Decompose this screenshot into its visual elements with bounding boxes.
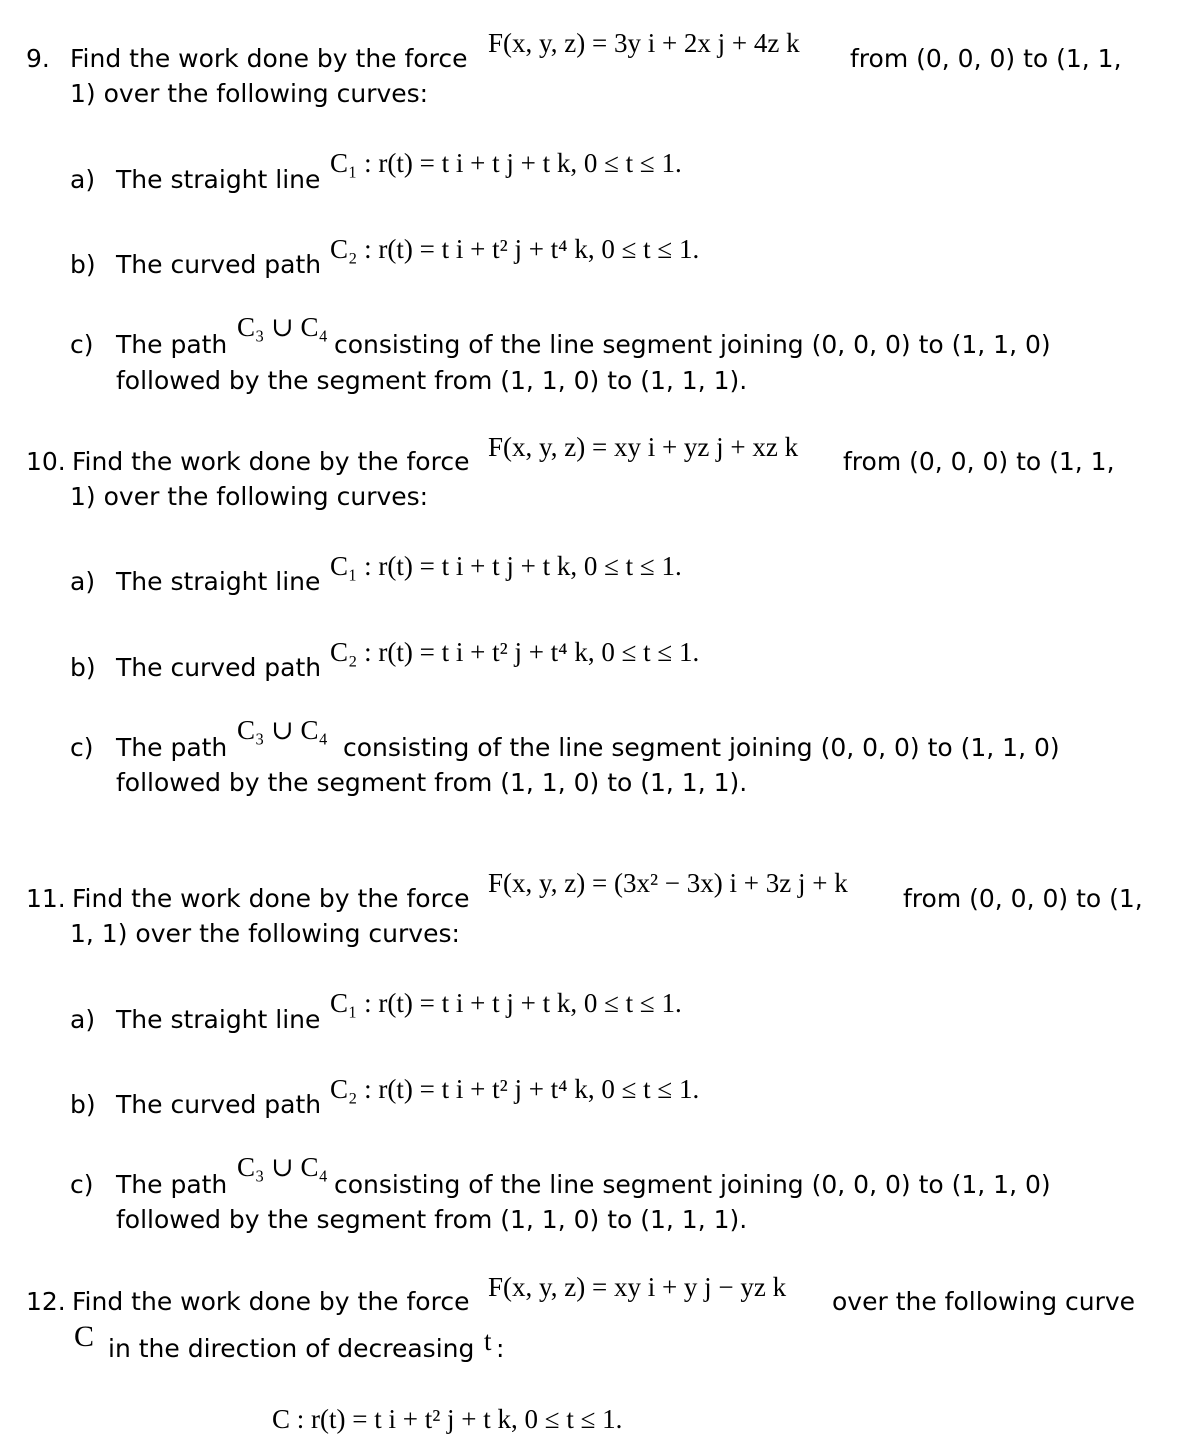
problem-tail: from (0, 0, 0) to (1,: [903, 884, 1143, 913]
problem-9-line1: [26, 44, 467, 74]
problem-intro: Find the work done by the force: [72, 447, 470, 476]
curve-variable: C: [74, 1320, 95, 1353]
problem-12-line1: [26, 1287, 469, 1317]
part-c-tail: consisting of the line segment joining (0, 0, 0) to (1, 1, 0): [343, 733, 1060, 762]
part-c-tail: consisting of the line segment joining (0, 0, 0) to (1, 1, 0): [334, 1170, 1051, 1199]
force-equation: F(x, y, z) = 3y i + 2x j + 4z k: [488, 28, 800, 58]
part-label: c): [70, 330, 94, 359]
part-c: [70, 330, 227, 360]
part-b: [70, 250, 321, 280]
part-label: a): [70, 1005, 96, 1034]
force-equation: F(x, y, z) = xy i + y j − yz k: [488, 1272, 787, 1302]
problem-line2: 1) over the following curves:: [70, 482, 429, 511]
part-a: [70, 1005, 320, 1035]
colon: :: [496, 1334, 505, 1363]
part-label: c): [70, 733, 94, 762]
part-a: [70, 165, 320, 195]
curve-equation: C₁ : r(t) = t i + t j + t k, 0 ≤ t ≤ 1.: [330, 148, 682, 178]
path-union: C₃ ∪ C₄: [237, 1152, 328, 1182]
problem-11-line1: [26, 884, 469, 914]
force-equation: F(x, y, z) = (3x² − 3x) i + 3z j + k: [488, 868, 848, 898]
curve-equation: C₂ : r(t) = t i + t² j + t⁴ k, 0 ≤ t ≤ 1.: [330, 637, 700, 667]
part-c: [70, 733, 227, 763]
problem-intro: Find the work done by the force: [72, 1287, 470, 1316]
curve-equation: C₁ : r(t) = t i + t j + t k, 0 ≤ t ≤ 1.: [330, 551, 682, 581]
part-text: The path: [116, 733, 228, 762]
problem-intro: Find the work done by the force: [70, 44, 468, 73]
curve-equation: C₁ : r(t) = t i + t j + t k, 0 ≤ t ≤ 1.: [330, 988, 682, 1018]
part-label: a): [70, 567, 96, 596]
part-c-tail: consisting of the line segment joining (0, 0, 0) to (1, 1, 0): [334, 330, 1051, 359]
problem-line2: 1, 1) over the following curves:: [70, 919, 460, 948]
parameter-variable: t: [484, 1326, 492, 1356]
part-c: [70, 1170, 227, 1200]
part-label: b): [70, 250, 96, 279]
part-text: The straight line: [116, 567, 321, 596]
part-label: c): [70, 1170, 94, 1199]
problem-tail: from (0, 0, 0) to (1, 1,: [843, 447, 1115, 476]
path-union: C₃ ∪ C₄: [237, 312, 328, 342]
part-a: [70, 567, 320, 597]
part-text: The curved path: [116, 250, 322, 279]
path-union: C₃ ∪ C₄: [237, 715, 328, 745]
problem-number: 9.: [26, 44, 50, 73]
part-text: The curved path: [116, 1090, 322, 1119]
problem-number: 12.: [26, 1287, 66, 1316]
part-c-line2: followed by the segment from (1, 1, 0) to (1, 1, 1).: [116, 768, 748, 797]
problem-tail: from (0, 0, 0) to (1, 1,: [850, 44, 1122, 73]
force-equation: F(x, y, z) = xy i + yz j + xz k: [488, 432, 799, 462]
curve-equation: C : r(t) = t i + t² j + t k, 0 ≤ t ≤ 1.: [272, 1404, 623, 1434]
problem-number: 10.: [26, 447, 66, 476]
part-text: The straight line: [116, 165, 321, 194]
problem-tail: over the following curve: [832, 1287, 1136, 1316]
problem-10-line1: [26, 447, 469, 477]
curve-equation: C₂ : r(t) = t i + t² j + t⁴ k, 0 ≤ t ≤ 1.: [330, 1074, 700, 1104]
part-b: [70, 653, 321, 683]
part-label: b): [70, 1090, 96, 1119]
part-text: The path: [116, 330, 228, 359]
part-text: The path: [116, 1170, 228, 1199]
problem-line2: 1) over the following curves:: [70, 79, 429, 108]
part-c-line2: followed by the segment from (1, 1, 0) to (1, 1, 1).: [116, 366, 748, 395]
part-text: The curved path: [116, 653, 322, 682]
curve-equation: C₂ : r(t) = t i + t² j + t⁴ k, 0 ≤ t ≤ 1.: [330, 234, 700, 264]
problem-line2: in the direction of decreasing: [108, 1334, 475, 1363]
problem-intro: Find the work done by the force: [72, 884, 470, 913]
part-label: b): [70, 653, 96, 682]
problem-number: 11.: [26, 884, 66, 913]
part-label: a): [70, 165, 96, 194]
part-b: [70, 1090, 321, 1120]
part-text: The straight line: [116, 1005, 321, 1034]
part-c-line2: followed by the segment from (1, 1, 0) to (1, 1, 1).: [116, 1205, 748, 1234]
